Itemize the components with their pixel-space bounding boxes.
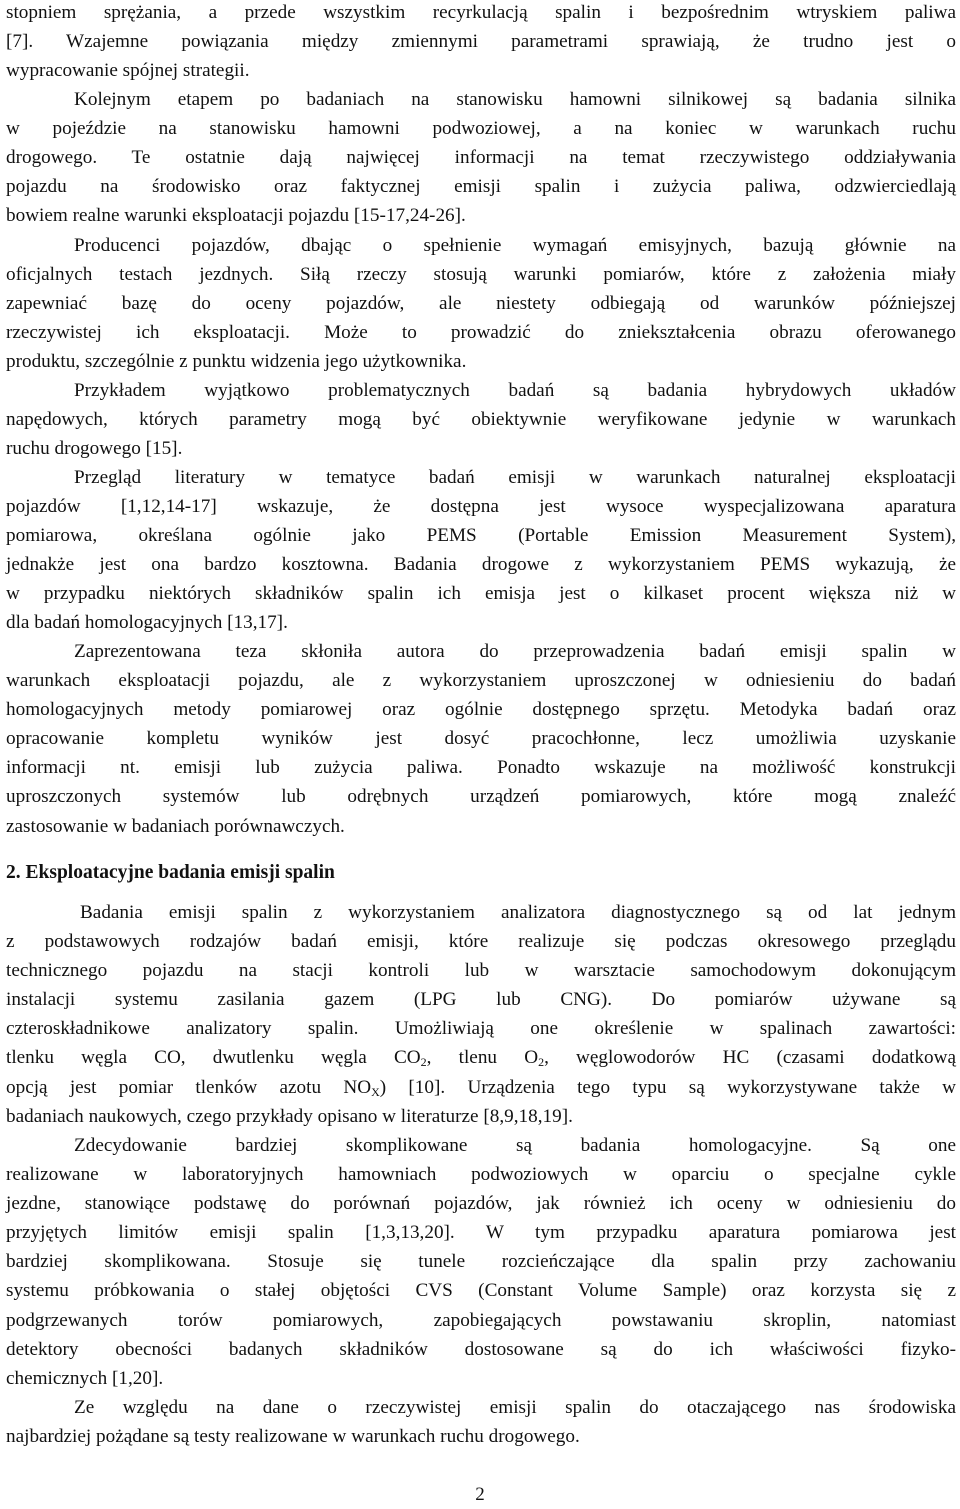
text-line: realizowane w laboratoryjnych hamowniach podwoziowych w oparciu o specjalne cykle — [6, 1164, 956, 1186]
text-line: stopniem sprężania, a przede wszystkim recyrkulacją spalin i bezpośrednim wtryskiem paliwa — [6, 2, 956, 23]
text-line: chemicznych [1,20]. — [6, 1367, 164, 1389]
text-line: rzeczywistej ich eksploatacji. Może to prowadzić do zniekształcenia obrazu oferowanego — [6, 322, 956, 344]
section-heading: 2. Eksploatacyjne badania emisji spalin — [6, 862, 335, 883]
text-line: oficjalnych testach jezdnych. Siłą rzeczy stosują warunki pomiarów, które z założenia miały — [6, 264, 956, 286]
subscript: 2 — [420, 1055, 427, 1070]
subscript: X — [371, 1084, 380, 1099]
paragraph-road-tests — [6, 1393, 956, 1451]
text-fragment: , węglowodorów HC (czasami dodatkową — [544, 1047, 957, 1069]
text-line: warunkach eksploatacji pojazdu, ale z wykorzystaniem uproszczonej w odniesieniu do badań — [6, 670, 956, 692]
text-line: Przykładem wyjątkowo problematycznych badań są badania hybrydowych układów — [74, 380, 956, 401]
text-line: [7]. Wzajemne powiązania między zmiennymi parametrami sprawiają, że trudno jest o — [6, 31, 956, 53]
text-line: badaniach naukowych, czego przykłady opisano w literaturze [8,9,18,19]. — [6, 1105, 573, 1127]
text-line: Zaprezentowana teza skłoniła autora do przeprowadzenia badań emisji spalin w — [74, 641, 956, 662]
text-fragment: , tlenu O — [426, 1047, 539, 1069]
text-line: instalacji systemu zasilania gazem (LPG lub CNG). Do pomiarów używane są — [6, 989, 956, 1011]
text-line: pojazdów [1,12,14-17] wskazuje, że dostępna jest wysoce wyspecjalizowana aparatura — [6, 496, 956, 518]
page-number: 2 — [475, 1484, 485, 1505]
text-line: detektory obecności badanych składników dostosowane są do ich właściwości fizyko- — [6, 1338, 956, 1360]
text-line: Badania emisji spalin z wykorzystaniem analizatora diagnostycznego są od lat jednym — [80, 902, 956, 923]
text-line: produktu, szczególnie z punktu widzenia jego użytkownika. — [6, 351, 467, 373]
text-line: napędowych, których parametry mogą być obiektywnie weryfikowane jedynie w warunkach — [6, 409, 956, 431]
text-fragment: ) [10]. Urządzenia tego typu są wykorzystywane także w — [379, 1076, 956, 1098]
text-line: opracowanie kompletu wyników jest dosyć pracochłonne, lecz umożliwia uzyskanie — [6, 728, 956, 750]
paragraph-producers — [6, 231, 956, 376]
text-line: wypracowanie spójnej strategii. — [6, 60, 250, 82]
text-line: uproszczonych systemów lub odrębnych urządzeń pomiarowych, które mogą znaleźć — [6, 786, 956, 808]
subscript: 2 — [538, 1055, 545, 1070]
text-line: z podstawowych rodzajów badań emisji, które realizuje się podczas okresowego przeglądu — [6, 931, 956, 953]
text-line: Ze względu na dane o rzeczywistej emisji spalin do otaczającego nas środowiska — [74, 1397, 956, 1418]
text-line: zastosowanie w badaniach porównawczych. — [6, 815, 345, 837]
text-line: jednakże jest ona bardzo kosztowna. Badania drogowe z wykorzystaniem PEMS wykazują, że — [6, 554, 956, 576]
text-line: informacji nt. emisji lub zużycia paliwa. Ponadto wskazuje na możliwość konstrukcji — [6, 757, 956, 779]
text-line: przyjętych limitów emisji spalin [1,3,13,20]. W tym przypadku aparatura pomiarowa jest — [6, 1222, 956, 1244]
text-line: czteroskładnikowe analizatory spalin. Umożliwiają one określenie w spalinach zawartości: — [6, 1018, 956, 1040]
text-line: w pojeździe na stanowisku hamowni podwoziowej, a na koniec w warunkach ruchu — [6, 118, 956, 140]
text-fragment: opcją jest pomiar tlenków azotu NO — [6, 1076, 372, 1098]
text-line: systemu próbkowania o stałej objętości CVS (Constant Volume Sample) oraz korzysta się z — [6, 1280, 956, 1302]
paragraph-continuation — [6, 0, 956, 85]
text-line-nox — [6, 1073, 956, 1102]
text-line: technicznego pojazdu na stacji kontroli lub w warsztacie samochodowym dokonującym — [6, 960, 956, 982]
paragraph-hybrid — [6, 376, 956, 463]
text-line: zapewniać bazę do oceny pojazdów, ale niestety odbiegają od warunków późniejszej — [6, 293, 956, 315]
text-line: dla badań homologacyjnych [13,17]. — [6, 612, 288, 634]
paragraph-literature-review — [6, 463, 956, 638]
text-line: najbardziej pożądane są testy realizowane w warunkach ruchu drogowego. — [6, 1426, 580, 1448]
text-fragment: tlenku węgla CO, dwutlenku węgla CO — [6, 1047, 421, 1069]
paragraph-homologation — [6, 1131, 956, 1393]
paragraph-diagnostic-analyzer — [6, 898, 956, 1131]
text-line: Przegląd literatury w tematyce badań emisji w warunkach naturalnej eksploatacji — [74, 467, 956, 488]
text-line: Kolejnym etapem po badaniach na stanowisku hamowni silnikowej są badania silnika — [74, 89, 956, 110]
text-line: pojazdu na środowisko oraz faktycznej emisji spalin i zużycia paliwa, odzwierciedlają — [6, 176, 956, 198]
text-line-co2 — [6, 1043, 956, 1072]
text-line: Zdecydowanie bardziej skomplikowane są badania homologacyjne. Są one — [74, 1135, 956, 1156]
text-line: drogowego. Te ostatnie dają najwięcej informacji na temat rzeczywistego oddziaływania — [6, 147, 956, 169]
text-line: w przypadku niektórych składników spalin ich emisja jest o kilkaset procent większa niż w — [6, 583, 956, 605]
paragraph-thesis — [6, 637, 956, 841]
text-line: bowiem realne warunki eksploatacji pojazdu [15-17,24-26]. — [6, 205, 466, 227]
text-line: pomiarowa, określana ogólnie jako PEMS (Portable Emission Measurement System), — [6, 525, 956, 547]
text-line: homologacyjnych metody pomiarowej oraz ogólnie dostępnego sprzętu. Metodyka badań oraz — [6, 699, 956, 721]
text-line: Producenci pojazdów, dbając o spełnienie wymagań emisyjnych, bazują głównie na — [74, 235, 956, 256]
paragraph-stage-testing — [6, 85, 956, 230]
text-line: ruchu drogowego [15]. — [6, 438, 183, 460]
text-line: podgrzewanych torów pomiarowych, zapobiegających powstawaniu skroplin, natomiast — [6, 1309, 956, 1331]
text-line: jezdne, stanowiące podstawę do porównań pojazdów, jak również ich oceny w odniesieniu do — [6, 1193, 956, 1215]
text-line: bardziej skomplikowana. Stosuje się tunele rozcieńczające dla spalin przy zachowaniu — [6, 1251, 956, 1273]
